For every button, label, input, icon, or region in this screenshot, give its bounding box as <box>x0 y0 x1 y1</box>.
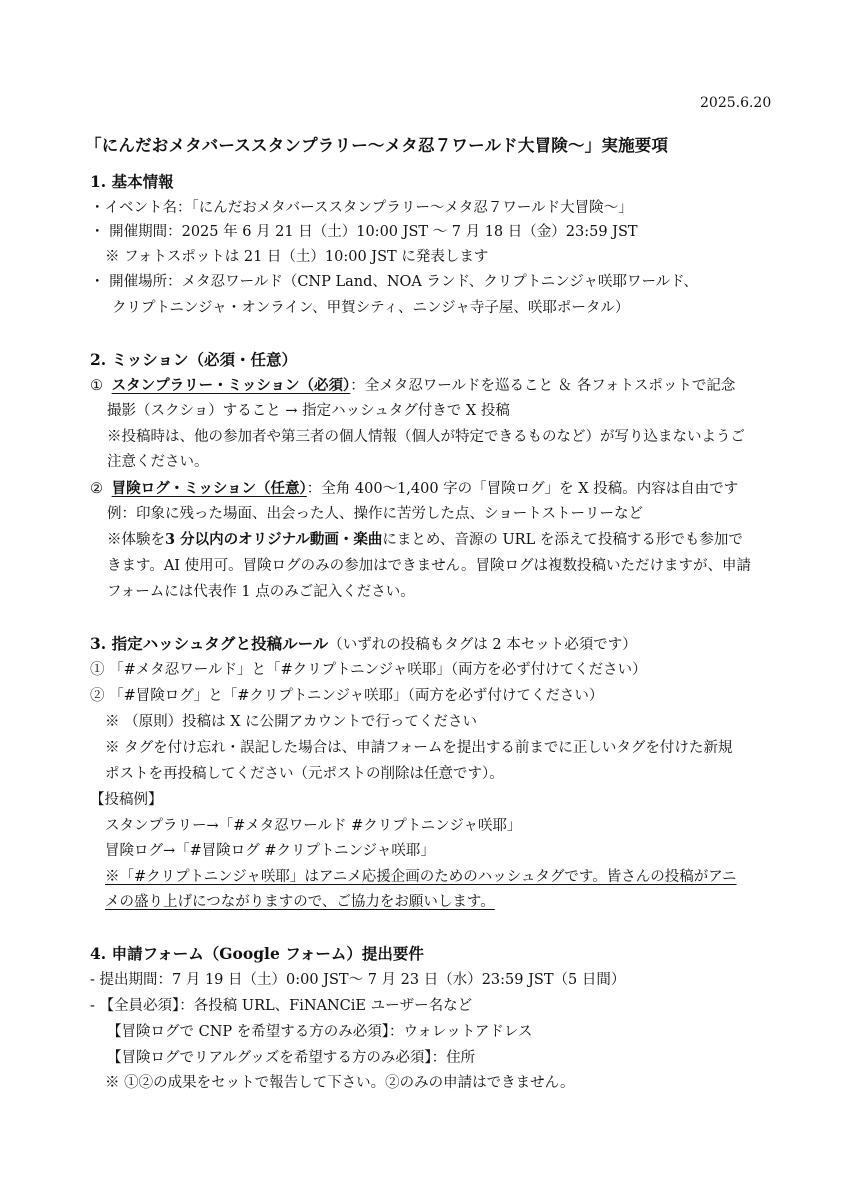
s1-period: ・ 開催期間：2025 年 6 月 21 日（土）10:00 JST ～ 7 月 18 日（金）23:59 JST <box>90 224 638 240</box>
s2-mission1-l2: 撮影（スクショ）すること → 指定ハッシュタグ付きで X 投稿 <box>107 403 510 419</box>
section-1-heading: 1. 基本情報 <box>90 172 174 191</box>
s3-public-note: ※ （原則）投稿は X に公開アカウントで行ってください <box>105 714 478 730</box>
section-3-note: （いずれの投稿もタグは 2 本セット必須です） <box>328 637 637 653</box>
mission2-l3-a: ※体験を <box>107 532 165 548</box>
s2-mission2-l3 <box>107 530 743 550</box>
section-3-title: 3. 指定ハッシュタグと投稿ルール <box>90 634 329 653</box>
s3-example-label: 【投稿例】 <box>90 792 163 808</box>
s2-mission1-l4: 注意ください。 <box>107 454 209 470</box>
section-4-heading: 4. 申請フォーム（Google フォーム）提出要件 <box>90 944 424 963</box>
s3-example-stamp: スタンプラリー→「#メタ忍ワールド #クリプトニンジャ咲耶」 <box>105 818 522 834</box>
s3-retag-note: ※ タグを付け忘れ・誤記した場合は、申請フォームを提出する前までに正しいタグを付けた新規 <box>105 740 733 756</box>
s2-mission2-l4: きます。AI 使用可。冒険ログのみの参加はできません。冒険ログは複数投稿いただけますが、申請 <box>107 558 752 574</box>
section-3-heading <box>90 634 637 655</box>
mission2-number: ② <box>90 481 103 497</box>
mission1-desc: ：全メタ忍ワールドを巡ること ＆ 各フォトスポットで記念 <box>350 378 736 394</box>
s2-mission1-l3: ※投稿時は、他の参加者や第三者の個人情報（個人が特定できるものなど）が写り込まないようご <box>107 429 745 445</box>
s4-required-cnp: 【冒険ログで CNP を希望する方のみ必須】：ウォレットアドレス <box>107 1024 533 1040</box>
s3-rule2: ② 「#冒険ログ」と「#クリプトニンジャ咲耶」（両方を必ず付けてください） <box>90 688 604 704</box>
mission2-l3-bold: 3 分以内のオリジナル動画・楽曲 <box>165 531 383 548</box>
s2-mission2 <box>90 479 738 499</box>
s3-rule1: ① 「#メタ忍ワールド」と「#クリプトニンジャ咲耶」（両方を必ず付けてください） <box>90 662 647 678</box>
s2-mission1 <box>90 376 735 396</box>
mission2-desc: ：全角 400～1,400 字の「冒険ログ」を X 投稿。内容は自由です <box>306 481 739 497</box>
s1-venue: ・ 開催場所：メタ忍ワールド（CNP Land、NOA ランド、クリプトニンジャ咲耶ワールド、 <box>90 274 698 290</box>
s1-photospot-note: ※ フォトスポットは 21 日（土）10:00 JST に発表します <box>105 249 489 265</box>
s3-anime-note: ※「#クリプトニンジャ咲耶」はアニメ応援企画のためのハッシュタグです。皆さんの投稿がアニ <box>105 869 737 885</box>
section-2-heading: 2. ミッション（必須・任意） <box>90 350 297 369</box>
s3-anime-note-cont: メの盛り上げにつながりますので、ご協力をお願いします。 <box>105 894 495 910</box>
document-title: 「にんだおメタバーススタンプラリー～メタ忍７ワールド大冒険～」実施要項 <box>85 136 669 155</box>
s1-venue-cont: クリプトニンジャ・オンライン、甲賀シティ、ニンジャ寺子屋、咲耶ポータル） <box>112 300 630 316</box>
s2-mission2-l5: フォームには代表作 1 点のみご記入ください。 <box>107 584 415 600</box>
s4-required-all: - 【全員必須】：各投稿 URL、FiNANCiE ユーザー名など <box>90 998 473 1014</box>
document-date: 2025.6.20 <box>700 95 772 111</box>
s4-set-note: ※ ①②の成果をセットで報告して下さい。②のみの申請はできません。 <box>105 1075 575 1091</box>
mission1-label: スタンプラリー・ミッション（必須） <box>111 377 351 394</box>
s3-retag-note-cont: ポストを再投稿してください（元ポストの削除は任意です）。 <box>105 766 504 782</box>
mission1-number: ① <box>90 378 103 394</box>
s3-example-log: 冒険ログ→「#冒険ログ #クリプトニンジャ咲耶」 <box>105 843 435 859</box>
s4-period: - 提出期間：7 月 19 日（土）0:00 JST～ 7 月 23 日（水）23:59 JST（5 日間） <box>90 972 626 988</box>
s4-required-goods: 【冒険ログでリアルグッズを希望する方のみ必須】：住所 <box>107 1050 476 1066</box>
mission2-l3-c: にまとめ、音源の URL を添えて投稿する形でも参加で <box>382 532 743 548</box>
mission2-label: 冒険ログ・ミッション（任意） <box>111 480 307 497</box>
s2-mission2-l2: 例：印象に残った場面、出会った人、操作に苦労した点、ショートストーリーなど <box>107 506 644 522</box>
s1-event-name: ・イベント名：「にんだおメタバーススタンプラリー～メタ忍７ワールド大冒険～」 <box>90 200 633 216</box>
